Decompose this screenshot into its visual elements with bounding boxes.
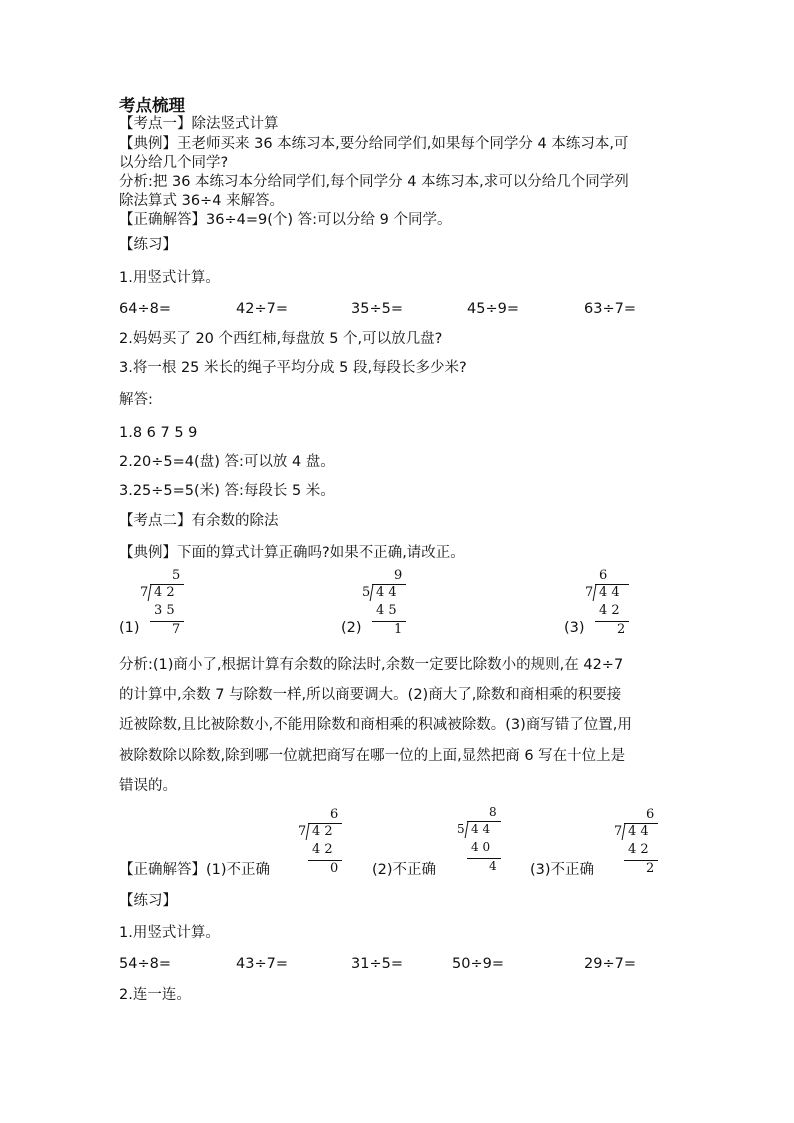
- s2-analysis-line2: 的计算中,余数 7 与除数一样,所以商要调大。(2)商大了,除数和商相乘的积要接: [119, 687, 622, 703]
- s1-example-line2: 以分给几个同学?: [119, 155, 229, 171]
- dividend: 4 2: [312, 824, 333, 839]
- example-label-1: (1): [119, 620, 140, 636]
- long-division-2: [362, 568, 422, 640]
- divisor: 7: [585, 585, 594, 600]
- correct-division-1: [298, 807, 358, 879]
- remainder: 0: [330, 861, 339, 876]
- s1-q2: 2.妈妈买了 20 个西红柿,每盘放 5 个,可以放几盘?: [119, 331, 443, 347]
- s2-q1-item: 31÷5=: [351, 956, 403, 972]
- s2-practice: 【练习】: [119, 893, 177, 909]
- s2-answer-label: 【正确解答】(1)不正确: [119, 862, 271, 878]
- s2-analysis-line5: 错误的。: [119, 778, 177, 794]
- product: 3 5: [154, 603, 175, 618]
- dividend: 4 4: [599, 585, 620, 600]
- example-label-3: (3): [564, 620, 585, 636]
- s2-answer-2: (2)不正确: [372, 862, 437, 878]
- product: 4 2: [312, 842, 333, 857]
- page-title: 考点梳理: [119, 96, 185, 115]
- s1-q1-item: 64÷8=: [119, 301, 171, 317]
- s2-analysis-line3: 近被除数,且比被除数小,不能用除数和商相乘的积减被除数。(3)商写错了位置,用: [119, 717, 632, 733]
- product: 4 2: [599, 603, 620, 618]
- quotient: 8: [489, 805, 497, 819]
- divisor: 5: [362, 585, 371, 600]
- product: 4 5: [376, 603, 397, 618]
- example-label-2: (2): [341, 620, 362, 636]
- s1-solution-label: 解答:: [119, 392, 153, 408]
- dividend: 4 4: [471, 822, 491, 836]
- dividend: 4 2: [154, 585, 175, 600]
- s1-q1-item: 45÷9=: [467, 301, 519, 317]
- remainder: 7: [172, 622, 181, 637]
- remainder: 2: [617, 622, 626, 637]
- s2-q1-item: 43÷7=: [236, 956, 288, 972]
- s2-q1-item: 54÷8=: [119, 956, 171, 972]
- s1-solution-2: 2.20÷5=4(盘) 答:可以放 4 盘。: [119, 454, 335, 470]
- correct-division-3: [614, 807, 674, 879]
- long-division-1: [140, 568, 200, 640]
- s2-q1-item: 29÷7=: [584, 956, 636, 972]
- s1-q1-item: 63÷7=: [584, 301, 636, 317]
- divisor: 7: [298, 824, 307, 839]
- s2-example: 【典例】下面的算式计算正确吗?如果不正确,请改正。: [119, 545, 465, 561]
- s2-q2: 2.连一连。: [119, 987, 191, 1003]
- s1-q1-item: 35÷5=: [351, 301, 403, 317]
- correct-division-2: [457, 805, 517, 877]
- remainder: 4: [489, 859, 497, 873]
- s1-heading: 【考点一】除法竖式计算: [119, 116, 279, 132]
- division-bracket: [465, 822, 469, 838]
- remainder: 1: [394, 622, 403, 637]
- product: 4 0: [471, 840, 491, 854]
- dividend: 4 4: [628, 824, 649, 839]
- s2-answer-3: (3)不正确: [530, 862, 595, 878]
- s2-q1-item: 50÷9=: [452, 956, 504, 972]
- s1-example-line1: 【典例】王老师买来 36 本练习本,要分给同学们,如果每个同学分 4 本练习本,可: [119, 136, 629, 152]
- s1-analysis-line2: 除法算式 36÷4 来解答。: [119, 193, 285, 209]
- dividend: 4 4: [376, 585, 397, 600]
- s1-q3: 3.将一根 25 米长的绳子平均分成 5 段,每段长多少米?: [119, 360, 467, 376]
- s1-solution-1: 1.8 6 7 5 9: [119, 425, 198, 441]
- s1-analysis-line1: 分析:把 36 本练习本分给同学们,每个同学分 4 本练习本,求可以分给几个同学列: [119, 174, 629, 190]
- s1-solution-3: 3.25÷5=5(米) 答:每段长 5 米。: [119, 483, 335, 499]
- remainder: 2: [646, 861, 655, 876]
- s2-analysis-line4: 被除数除以除数,除到哪一位就把商写在哪一位的上面,显然把商 6 写在十位上是: [119, 748, 626, 764]
- s1-q1-item: 42÷7=: [236, 301, 288, 317]
- divisor: 7: [140, 585, 149, 600]
- s1-q1: 1.用竖式计算。: [119, 270, 220, 286]
- s2-analysis-line1: 分析:(1)商小了,根据计算有余数的除法时,余数一定要比除数小的规则,在 42÷7: [119, 657, 624, 673]
- quotient: 6: [599, 568, 608, 583]
- s1-practice: 【练习】: [119, 237, 177, 253]
- quotient: 6: [646, 807, 655, 822]
- s2-heading: 【考点二】有余数的除法: [119, 513, 279, 529]
- quotient: 9: [394, 568, 403, 583]
- quotient: 6: [330, 807, 339, 822]
- product: 4 2: [628, 842, 649, 857]
- quotient: 5: [172, 568, 181, 583]
- divisor: 7: [614, 824, 623, 839]
- s2-q1: 1.用竖式计算。: [119, 925, 220, 941]
- long-division-3: [585, 568, 645, 640]
- divisor: 5: [457, 822, 465, 836]
- s1-answer: 【正确解答】36÷4=9(个) 答:可以分给 9 个同学。: [119, 212, 452, 228]
